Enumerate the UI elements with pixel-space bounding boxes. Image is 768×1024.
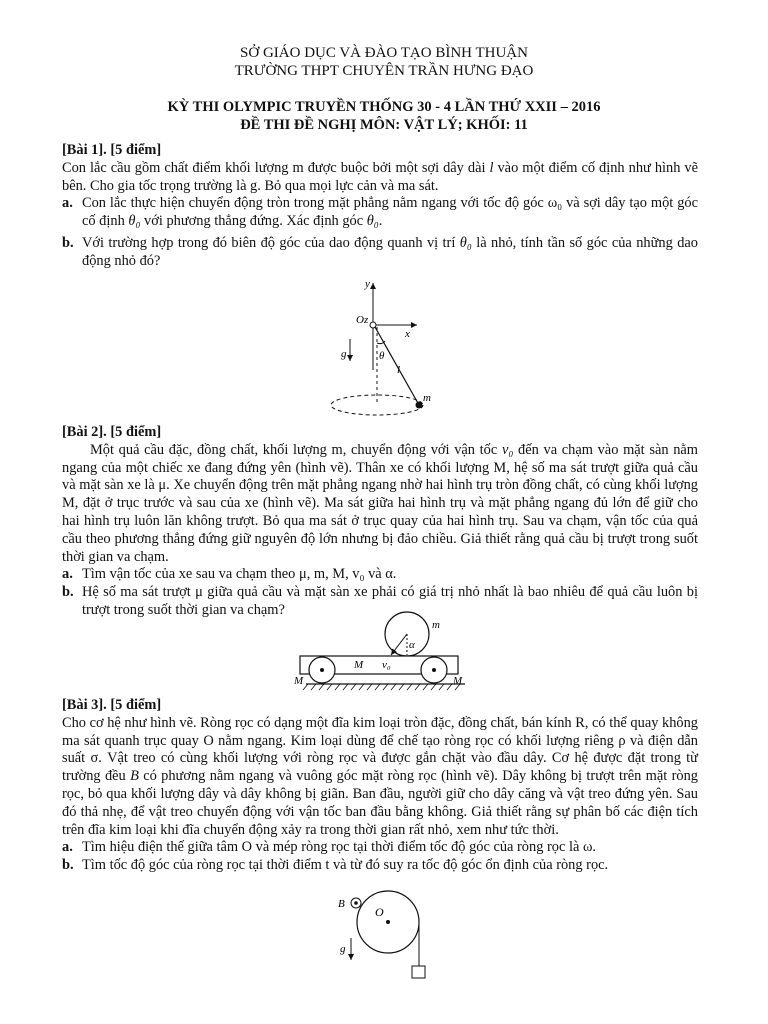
label-v0: v₀ [382, 659, 391, 671]
problem-1-part-b: b. Với trường hợp trong đó biên độ góc của dao động quanh vị trí θ₀ là nhỏ, tính tần số góc của những dao động nhỏ đó? [62, 234, 698, 269]
label-M-left: M [294, 675, 304, 687]
problem-2-body: Một quả cầu đặc, đồng chất, khối lượng m, chuyển động với vận tốc v₀ đến va chạm vào mặt sàn nằm ngang của một chiếc xe đang đứng yên (hình vẽ). Thân xe có khối lượng M, hệ số ma sát trượt giữa quả cầu và mặt sàn xe là μ. Xe chuyển động trên mặt phẳng ngang nhờ hai hình trụ tròn đồng chất, có cùng khối lượng M, đặt ở trục trước và sau của xe (hình vẽ). Ma sát giữa hai hình trụ và mặt phẳng ngang đủ lớn để giữ cho hai hình trụ luôn lăn không trượt. Bỏ qua ma sát ở trục quay của hai hình trụ. Sau va chạm, vận tốc của quả cầu theo phương thẳng đứng giữ nguyên độ lớn nhưng bị đảo chiều. Giả thiết rằng quả cầu bị trượt trong suốt thời gian va chạm. [62, 441, 698, 565]
label-oz: Oz [356, 314, 369, 326]
label-y: y [365, 278, 370, 290]
problem-2-heading: [Bài 2]. [5 điểm] [62, 424, 162, 440]
label-alpha: α [409, 639, 415, 651]
exam-subtitle: ĐỀ THI ĐỀ NGHỊ MÔN: VẬT LÝ; KHỐI: 11 [240, 117, 528, 133]
school-name: TRƯỜNG THPT CHUYÊN TRẦN HƯNG ĐẠO [234, 63, 534, 79]
pendulum-figure [315, 275, 455, 425]
pendulum-mass [416, 402, 423, 409]
label-l: l [397, 364, 401, 376]
cart-figure [290, 610, 480, 692]
problem-3-heading: [Bài 3]. [5 điểm] [62, 697, 162, 713]
problem-1 [62, 142, 698, 271]
hanging-mass [412, 966, 425, 978]
label-B: B [338, 898, 345, 910]
label-m-ball: m [432, 619, 440, 631]
ground-hatch [303, 684, 460, 690]
label-g: g [340, 943, 346, 955]
problem-2-part-b: b. Hệ số ma sát trượt μ giữa quả cầu và mặt sàn xe phải có giá trị nhỏ nhất là bao nhiêu để quả cầu luôn bị trượt trong suốt thời gian va chạm? [62, 584, 698, 618]
problem-2 [62, 424, 698, 620]
label-M-cart: M [354, 659, 364, 671]
label-M-right: M [453, 675, 463, 687]
label-m: m [423, 392, 431, 404]
problem-3 [62, 697, 698, 875]
problem-1-part-a: a. Con lắc thực hiện chuyển động tròn trong mặt phẳng nằm ngang với tốc độ góc ω₀ và sợi dây tạo một góc cố định θ₀ với phương thẳng đứng. Xác định góc θ₀. [62, 195, 698, 230]
label-theta: θ [379, 350, 385, 362]
circular-path [331, 395, 423, 415]
pulley-axle [386, 920, 390, 924]
problem-3-part-a: a. Tìm hiệu điện thế giữa tâm O và mép ròng rọc tại thời điểm tốc độ góc của ròng rọc là ω. [62, 839, 597, 856]
problem-2-part-a: a. Tìm vận tốc của xe sau va chạm theo μ, m, M, v₀ và α. [62, 566, 397, 583]
problem-1-heading: [Bài 1]. [5 điểm] [62, 142, 162, 158]
label-g: g [341, 348, 347, 360]
exam-title: KỲ THI OLYMPIC TRUYỀN THỐNG 30 - 4 LẦN THỨ XXII – 2016 [167, 99, 601, 115]
problem-1-intro: Con lắc cầu gồm chất điểm khối lượng m được buộc bởi một sợi dây dài l vào một điểm cố định như hình vẽ bên. Cho gia tốc trọng trường là g. Bỏ qua mọi lực cản và ma sát. [62, 159, 699, 194]
problem-3-part-b: b. Tìm tốc độ góc của ròng rọc tại thời điểm t và từ đó suy ra tốc độ góc ổn định của ròng rọc. [62, 857, 609, 874]
pulley-figure [325, 890, 445, 982]
label-O: O [375, 905, 384, 919]
problem-3-body: Cho cơ hệ như hình vẽ. Ròng rọc có dạng một đĩa kim loại tròn đặc, đồng chất, bán kính R, có thể quay không ma sát quanh trục quay O nằm ngang. Kim loại dùng để chế tạo ròng rọc có khối lượng riêng ρ và điện dẫn suất σ. Vật treo có cùng khối lượng với ròng rọc và được gắn chặt vào đầu dây. Cơ hệ được đặt trong từ trường đều B có phương nằm ngang và vuông góc mặt ròng rọc (hình vẽ). Dây không bị trượt trên mặt ròng rọc, bỏ qua khối lượng dây và dây không bị giãn. Ban đầu, người giữ cho dây căng và vật treo đứng yên. Sau đó thả nhẹ, để vật treo chuyển động với vận tốc ban đầu bằng không. Giả thiết rằng sự phân bố các điện tích trên đĩa kim loại khi đĩa chuyển động xảy ra trong thời gian rất nhỏ, xem như tức thời. [62, 714, 698, 838]
department-name: SỞ GIÁO DỤC VÀ ĐÀO TẠO BÌNH THUẬN [240, 45, 528, 61]
label-x: x [405, 328, 410, 340]
